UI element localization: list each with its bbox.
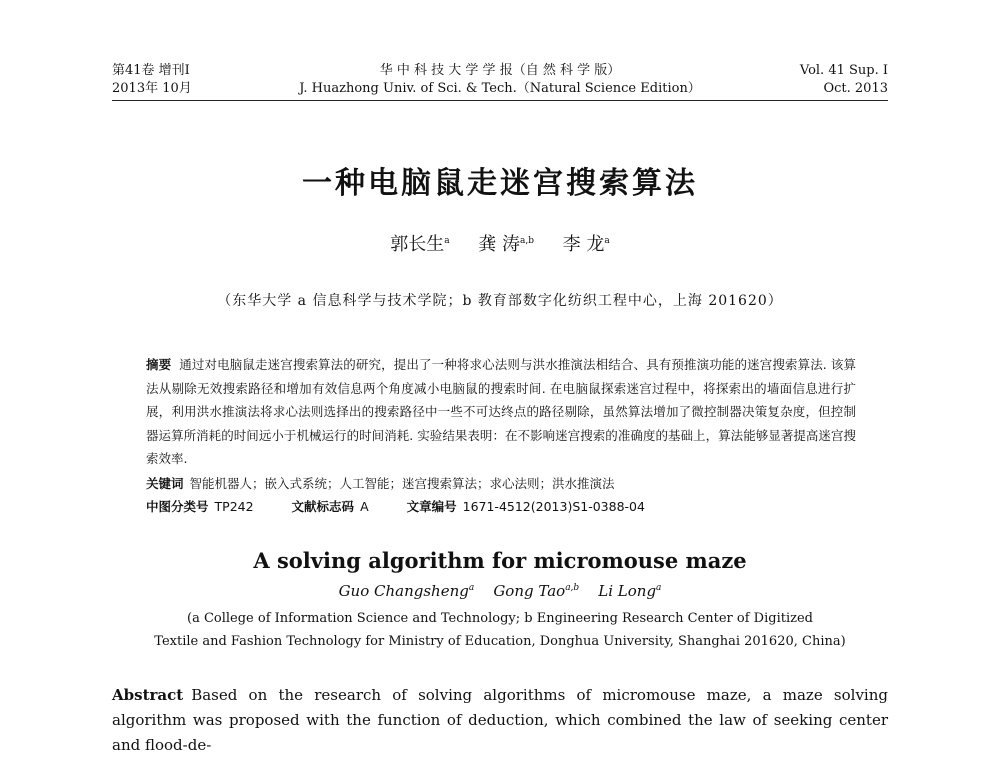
- author-sup: a: [604, 236, 610, 246]
- author-en: Li Long: [598, 582, 657, 600]
- authors-cn: [0, 230, 1000, 256]
- doc-code-label: 文献标志码: [291, 499, 355, 514]
- author-cn: 龚 涛: [478, 234, 520, 255]
- clc-value: TP242: [214, 499, 254, 514]
- journal-name-cn: 华 中 科 技 大 学 学 报（自 然 科 学 版）: [379, 63, 621, 78]
- classification-line: [146, 497, 856, 515]
- abstract-text-cn: 通过对电脑鼠走迷宫搜索算法的研究，提出了一种将求心法则与洪水推演法相结合、具有预推演功能的迷宫搜索算法. 该算法从剔除无效搜索路径和增加有效信息两个角度减小电脑鼠的搜索时间. 在电脑鼠探索迷宫过程中，将探索出的墙面信息进行扩展，利用洪水推演法将求心法则选择出的搜索路径中一些不可达终点的路径剔除，虽然算法增加了微控制器决策复杂度，但控制器运算所消耗的时间远小于机械运行的时间消耗. 实验结果表明：在不影响迷宫搜索的准确度的基础上，算法能够显著提高迷宫搜索效率.: [146, 357, 856, 466]
- paper-title-en: A solving algorithm for micromouse maze: [253, 548, 747, 573]
- authors-en: [0, 582, 1000, 600]
- header-rule: [112, 100, 888, 101]
- clc-label: 中图分类号: [146, 499, 209, 514]
- affiliation-cn: （东华大学 a 信息科学与技术学院；b 教育部数字化纺织工程中心，上海 201620）: [217, 293, 783, 309]
- abstract-en: [112, 683, 888, 758]
- author-sup: a: [468, 583, 475, 593]
- author-en: Gong Tao: [493, 582, 566, 600]
- affiliation-en-line2: Textile and Fashion Technology for Ministry of Education, Donghua University, Shanghai 201620, China): [154, 634, 846, 649]
- journal-name-en: J. Huazhong Univ. of Sci. & Tech.（Natural Science Edition）: [299, 81, 701, 96]
- article-no-value: 1671-4512(2013)S1-0388-04: [462, 499, 645, 514]
- author-cn: 郭长生: [390, 234, 445, 255]
- keywords-cn: [146, 474, 856, 492]
- author-en: Guo Changsheng: [338, 582, 469, 600]
- abstract-label-cn: 摘要: [146, 357, 172, 372]
- author-sup: a,b: [565, 583, 580, 593]
- journal-volume-en: Vol. 41 Sup. Ⅰ: [799, 63, 888, 78]
- author-cn: 李 龙: [562, 234, 605, 255]
- affiliation-en-line1: (a College of Information Science and Technology; b Engineering Research Center of Digitized: [187, 611, 813, 626]
- abstract-text-en: Based on the research of solving algorithms of micromouse maze, a maze solving algorithm was proposed with the function of deduction, which combined the law of seeking center and flood-de-: [112, 686, 888, 754]
- journal-date-cn: 2013年 10月: [112, 81, 192, 96]
- doc-code-value: A: [360, 499, 369, 514]
- keywords-label-cn: 关键词: [146, 476, 184, 491]
- journal-date-en: Oct. 2013: [823, 81, 888, 96]
- journal-volume: 第41卷 增刊Ⅰ: [112, 63, 190, 78]
- article-no-label: 文章编号: [406, 499, 457, 514]
- author-sup: a: [444, 236, 450, 246]
- author-sup: a,b: [520, 236, 534, 246]
- keywords-text-cn: 智能机器人；嵌入式系统；人工智能；迷宫搜索算法；求心法则；洪水推演法: [189, 476, 615, 491]
- abstract-cn: [146, 353, 856, 471]
- paper-title-cn: 一种电脑鼠走迷宫搜索算法: [302, 166, 698, 201]
- abstract-label-en: Abstract: [112, 686, 184, 704]
- author-sup: a: [656, 583, 662, 593]
